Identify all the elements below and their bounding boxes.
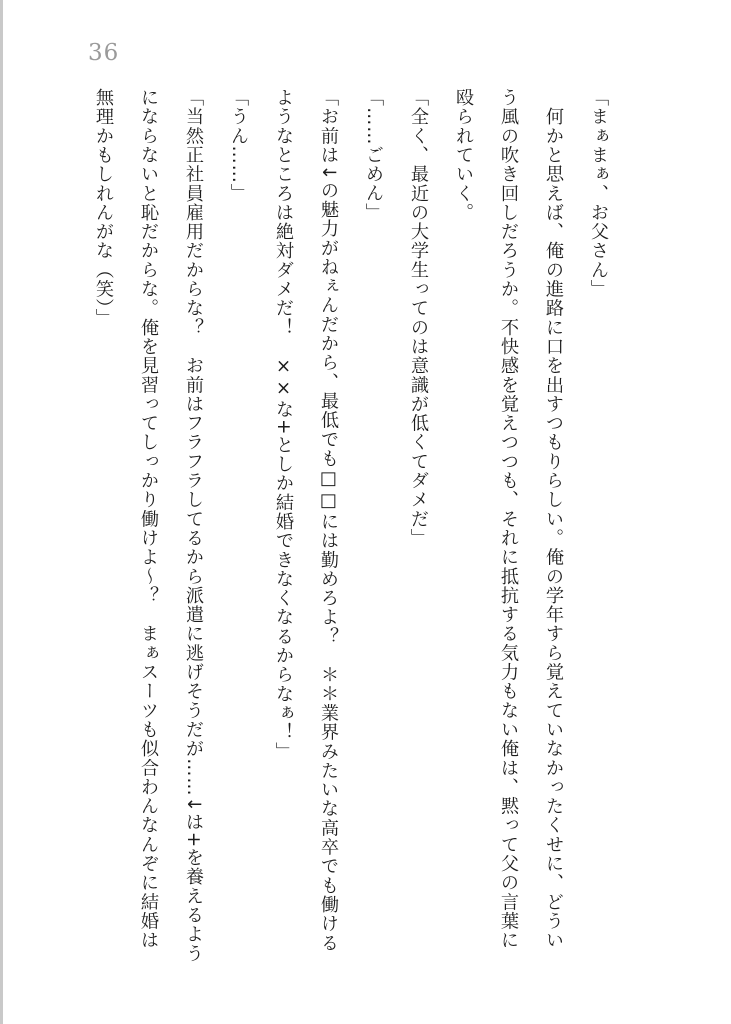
vertical-text-body <box>81 88 621 968</box>
dialogue-line: 「……ごめん」 <box>363 88 384 223</box>
narration-paragraph: 何かと思えば、俺の進路に口を出すつもりらしい。俺の学年すら覚えていなかったくせに、どういう風の吹き回しだろうか。不快感を覚えつつも、それに抵抗する気力もない俺は、黙って父の言葉に殴られていく。 <box>453 88 564 950</box>
page-number: 36 <box>88 40 120 66</box>
dialogue-line: 「うん……」 <box>228 88 249 203</box>
dialogue-line: 「お前は↓の魅力がねぇんだから、最低でも□□には勤めろよ？ ＊＊業界みたいな高卒でも働けるようなところは絶対ダメだ！ ××な+としか結婚できなくなるからなぁ！」 <box>273 88 339 953</box>
dialogue-line: 「当然正社員雇用だからな？ お前はフラフラしてるから派遣に逃げそうだが……↓は+を養えるようにならないと恥だからな。俺を見習ってしっかり働けよ～？ まぁスーツも似合わんなんぞに結婚は無理かもしれんがな（笑）」 <box>93 88 204 963</box>
page-edge-shadow <box>0 0 3 1024</box>
dialogue-line: 「まぁまぁ、お父さん」 <box>588 88 609 299</box>
dialogue-line: 「全く、最近の大学生ってのは意識が低くてダメだ」 <box>408 88 429 548</box>
